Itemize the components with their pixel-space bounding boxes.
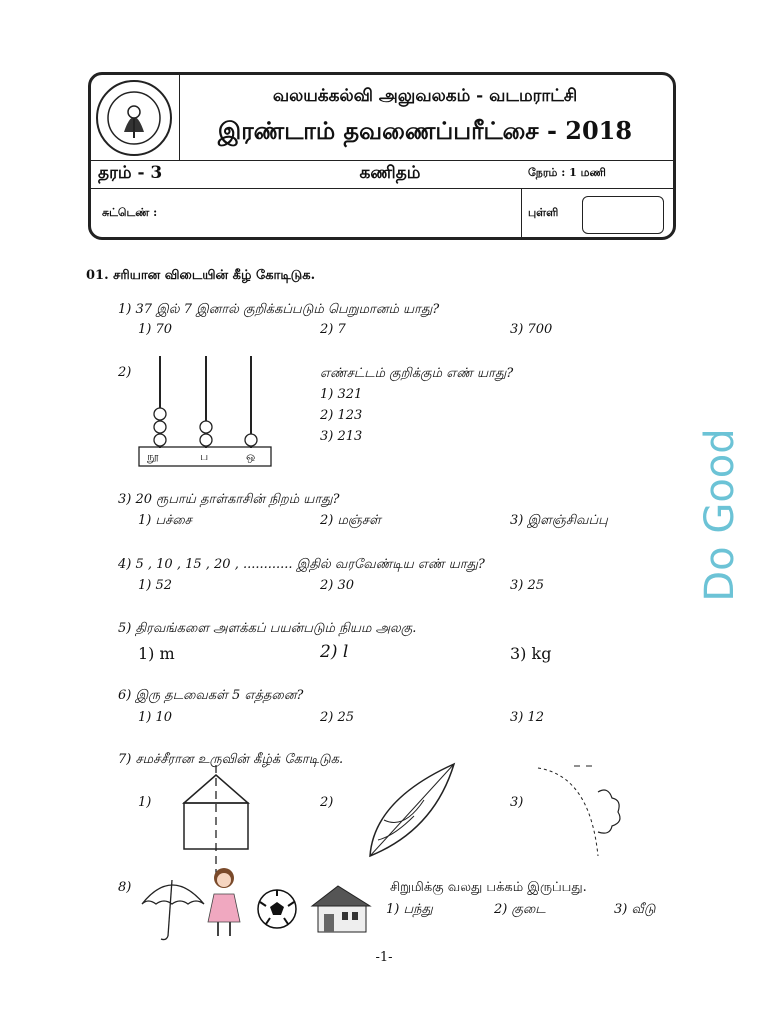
q5-text: 5) திரவங்களை அளக்கப் பயன்படும் நியம அலகு. — [118, 621, 417, 636]
abacus-bead — [200, 434, 212, 446]
abacus-label-ones: ஒ — [246, 450, 256, 463]
umbrella-icon — [138, 872, 208, 942]
girl-icon — [206, 864, 242, 942]
q4-option-3[interactable]: 3) 25 — [510, 578, 545, 593]
q3-option-1[interactable]: 1) பச்சை — [138, 513, 192, 528]
section-instruction: 01. சரியான விடையின் கீழ் கோடிடுக. — [86, 268, 316, 283]
q7-option-1[interactable]: 1) — [138, 795, 152, 810]
q6-option-1[interactable]: 1) 10 — [138, 710, 173, 725]
q4-text: 4) 5 , 10 , 15 , 20 , ............ இதில் வரவேண்டிய எண் யாது? — [118, 557, 485, 572]
abacus-bead — [200, 421, 212, 433]
house-icon — [308, 882, 374, 936]
q2-option-2[interactable]: 2) 123 — [320, 408, 363, 423]
q5-option-3[interactable]: 3) kg — [510, 644, 552, 663]
q7-option-2[interactable]: 2) — [320, 795, 334, 810]
q2-number: 2) — [118, 365, 132, 380]
logo-divider — [179, 75, 180, 160]
marks-box[interactable] — [582, 196, 664, 234]
q6-option-2[interactable]: 2) 25 — [320, 710, 355, 725]
football-icon — [256, 888, 298, 930]
marks-label: புள்ளி — [528, 206, 559, 219]
time-label: நேரம் : 1 மணி — [528, 166, 606, 179]
half-figure — [530, 762, 630, 862]
office-title: வலயக்கல்வி அலுவலகம் - வடமராட்சி — [272, 86, 578, 106]
q6-text: 6) இரு தடவைகள் 5 எத்தனை? — [118, 688, 304, 703]
q2-text: எண்சட்டம் குறிக்கும் எண் யாது? — [320, 366, 514, 381]
q8-option-2[interactable]: 2) குடை — [494, 902, 546, 917]
exam-title: இரண்டாம் தவணைப்பரீட்சை - 2018 — [217, 116, 633, 145]
watermark — [680, 420, 760, 610]
q1-text: 1) 37 இல் 7 இனால் குறிக்கப்படும் பெறுமானம் யாது? — [118, 302, 440, 317]
logo-emblem-icon — [98, 82, 170, 154]
abacus-bead — [154, 408, 166, 420]
abacus-label-tens: ப — [200, 450, 209, 463]
abacus-bead — [154, 421, 166, 433]
q3-text: 3) 20 ரூபாய் தாள்காசின் நிறம் யாது? — [118, 492, 340, 507]
q6-option-3[interactable]: 3) 12 — [510, 710, 545, 725]
q3-option-2[interactable]: 2) மஞ்சள் — [320, 513, 381, 528]
q5-option-1[interactable]: 1) m — [138, 644, 175, 663]
watermark-text: Do Good — [697, 428, 743, 602]
q1-option-3[interactable]: 3) 700 — [510, 322, 553, 337]
abacus-bead — [245, 434, 257, 446]
q1-option-1[interactable]: 1) 70 — [138, 322, 173, 337]
q8-option-1[interactable]: 1) பந்து — [386, 902, 433, 917]
q1-option-2[interactable]: 2) 7 — [320, 322, 346, 337]
q2-option-1[interactable]: 1) 321 — [320, 387, 363, 402]
q8-number: 8) — [118, 880, 132, 895]
school-logo — [96, 80, 172, 156]
page-number: -1- — [375, 950, 393, 965]
grade-label: தரம் - 3 — [98, 163, 163, 183]
abacus-label-hundreds: நூ — [147, 450, 159, 463]
q4-option-2[interactable]: 2) 30 — [320, 578, 355, 593]
q7-text: 7) சமச்சீரான உருவின் கீழ்க் கோடிடுக. — [118, 752, 344, 767]
q4-option-1[interactable]: 1) 52 — [138, 578, 173, 593]
abacus-bead — [154, 434, 166, 446]
leaf-figure — [364, 760, 464, 860]
q2-option-3[interactable]: 3) 213 — [320, 429, 363, 444]
header-divider — [91, 160, 673, 161]
q7-option-3[interactable]: 3) — [510, 795, 524, 810]
marks-divider — [521, 188, 522, 240]
q5-option-2[interactable]: 2) l — [320, 642, 349, 662]
q3-option-3[interactable]: 3) இளஞ்சிவப்பு — [510, 513, 608, 528]
q8-text: சிறுமிக்கு வலது பக்கம் இருப்பது. — [390, 880, 587, 895]
q8-option-3[interactable]: 3) வீடு — [614, 902, 656, 917]
symmetric-house-figure — [176, 765, 256, 877]
subject-label: கணிதம் — [359, 163, 421, 183]
header-divider — [91, 188, 673, 189]
index-label: சுட்டெண் : — [102, 206, 158, 219]
